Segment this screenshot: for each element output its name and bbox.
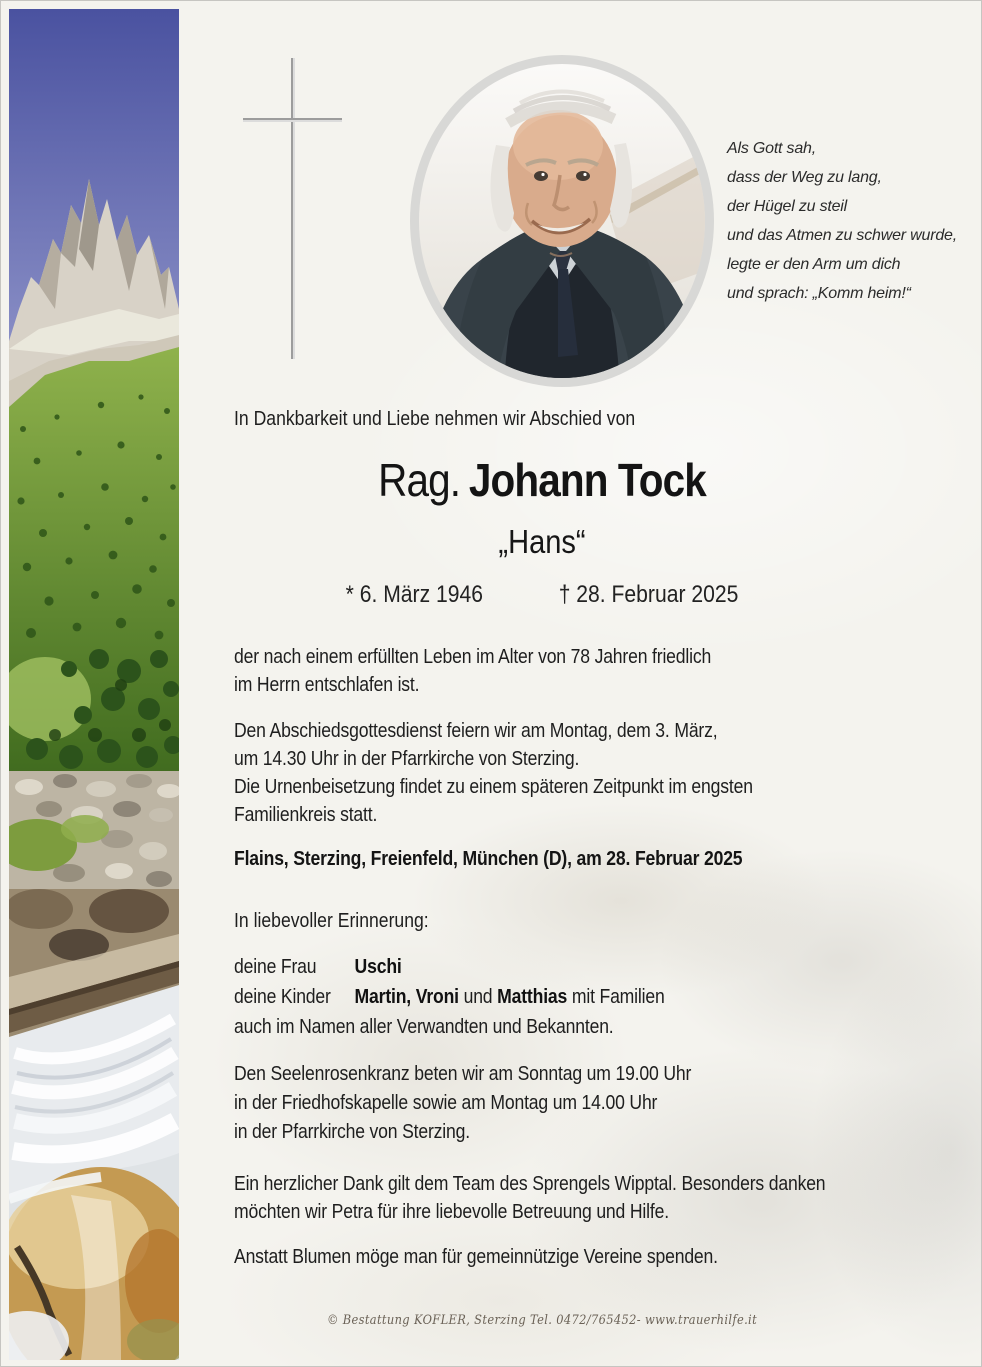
- text-line: im Herrn entschlafen ist.: [234, 674, 420, 696]
- text-line: Ein herzlicher Dank gilt dem Team des Sprengels Wipptal. Besonders danken: [234, 1173, 826, 1195]
- text-line: Die Urnenbeisetzung findet zu einem späteren Zeitpunkt im engsten: [234, 776, 753, 798]
- text-line: Familienkreis statt.: [234, 804, 378, 826]
- text-line: möchten wir Petra für ihre liebevolle Betreuung und Hilfe.: [234, 1201, 669, 1223]
- place-date-line: Flains, Sterzing, Freienfeld, München (D), am 28. Februar 2025: [234, 848, 743, 870]
- funeral-home-credit: © Bestattung KOFLER, Sterzing Tel. 0472/765452- www.trauerhilfe.it: [326, 1313, 758, 1328]
- children-suffix: mit Familien: [571, 986, 665, 1008]
- poem-line: dass der Weg zu lang,: [727, 169, 882, 186]
- rosary-paragraph: [234, 1060, 850, 1147]
- life-paragraph: [234, 643, 850, 699]
- text-line: Den Abschiedsgottesdienst feiern wir am Montag, dem 3. März,: [234, 720, 718, 742]
- wife-label: deine Frau: [234, 956, 317, 978]
- deceased-name-heading: [234, 451, 850, 509]
- poem-line: und sprach: „Komm heim!“: [727, 285, 911, 302]
- text-line: in der Friedhofskapelle sowie am Montag um 14.00 Uhr: [234, 1092, 658, 1114]
- wife-name: Uschi: [354, 956, 402, 978]
- deceased-title-prefix: Rag.: [378, 454, 461, 506]
- death-date: † 28. Februar 2025: [558, 581, 739, 608]
- poem-line: und das Atmen zu schwer wurde,: [727, 227, 957, 244]
- text-line: der nach einem erfüllten Leben im Alter von 78 Jahren friedlich: [234, 646, 712, 668]
- poem-line: Als Gott sah,: [727, 140, 816, 157]
- wife-line: [234, 952, 850, 982]
- text-line: Den Seelenrosenkranz beten wir am Sonntag um 19.00 Uhr: [234, 1063, 692, 1085]
- family-list: [234, 952, 850, 1042]
- deceased-name: Johann Tock: [468, 454, 706, 506]
- children-label: deine Kinder: [234, 986, 331, 1008]
- deceased-nickname: „Hans“: [498, 523, 586, 560]
- thanks-paragraph: [234, 1170, 850, 1226]
- children-names: Martin, Vroni: [354, 986, 459, 1008]
- life-dates: [234, 579, 850, 611]
- relatives-line: auch im Namen aller Verwandten und Bekannten.: [234, 1016, 614, 1038]
- alpine-photo-strip: [9, 9, 179, 1360]
- alpine-photo-illustration: [9, 9, 179, 1360]
- intro-line: In Dankbarkeit und Liebe nehmen wir Abschied von: [234, 408, 636, 430]
- service-paragraph: [234, 717, 850, 829]
- children-names: Matthias: [497, 986, 568, 1008]
- children-line: [234, 982, 850, 1012]
- remembrance-heading: In liebevoller Erinnerung:: [234, 910, 429, 932]
- conjunction: und: [463, 986, 493, 1008]
- text-line: in der Pfarrkirche von Sterzing.: [234, 1121, 470, 1143]
- poem-line: der Hügel zu steil: [727, 198, 848, 215]
- poem-line: legte er den Arm um dich: [727, 256, 901, 273]
- flowers-line: Anstatt Blumen möge man für gemeinnützige Vereine spenden.: [234, 1246, 718, 1268]
- obituary-content: [234, 1, 850, 1367]
- text-line: um 14.30 Uhr in der Pfarrkirche von Sterzing.: [234, 748, 580, 770]
- birth-date: * 6. März 1946: [345, 581, 484, 608]
